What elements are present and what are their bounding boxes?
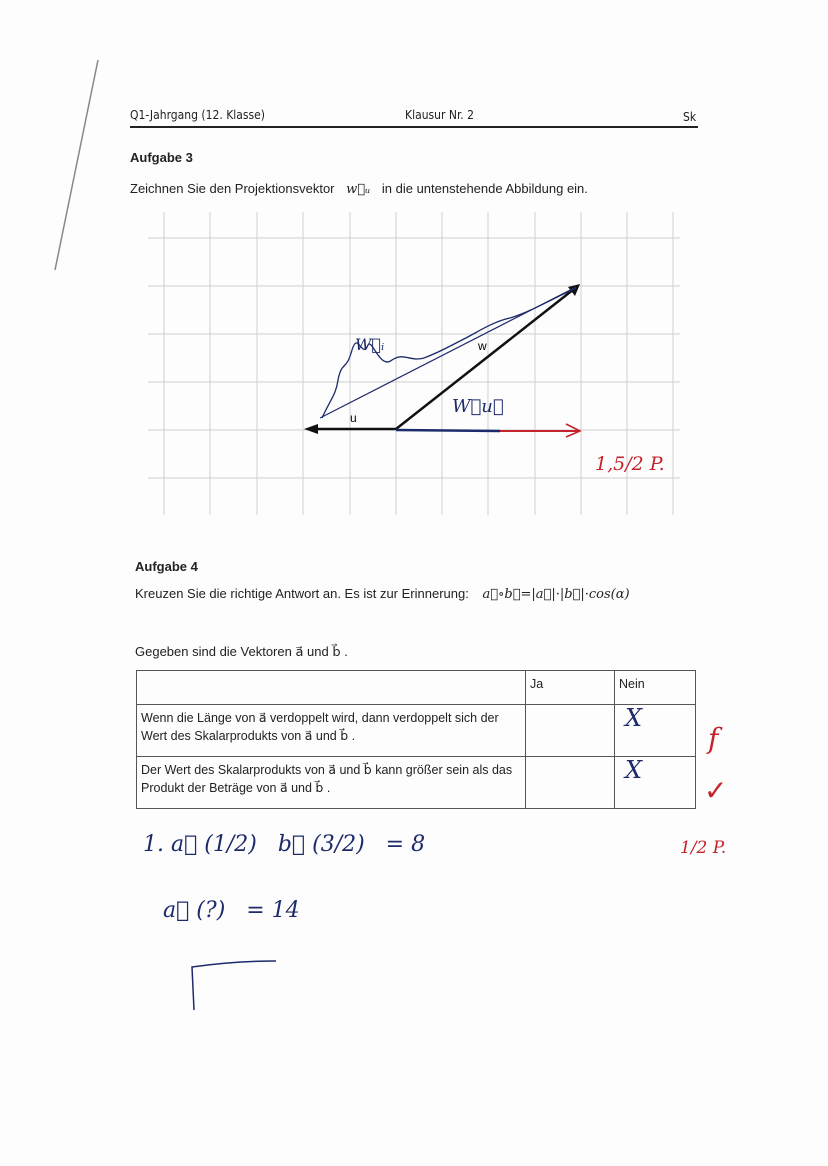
note-line-1: 1. a⃗ (1/2) b⃗ (3/2) = 8 bbox=[143, 832, 426, 857]
task3-score: 1,5/2 P. bbox=[595, 453, 665, 475]
vector-wu: w⃗ᵤ bbox=[346, 182, 371, 197]
header-nein: Nein bbox=[615, 671, 696, 705]
task3-title: Aufgabe 3 bbox=[130, 150, 193, 165]
task4-score: 1/2 P. bbox=[680, 838, 727, 858]
label-w: w bbox=[478, 339, 487, 353]
table-header-row bbox=[137, 671, 696, 705]
root-sign-scribble bbox=[180, 955, 290, 1015]
checkbox-nein[interactable]: X bbox=[615, 757, 696, 809]
instruction-text-2: in die untenstehende Abbildung ein. bbox=[381, 181, 588, 196]
note-line-2: a⃗ (?) = 14 bbox=[163, 898, 300, 923]
instruction-text: Kreuzen Sie die richtige Antwort an. Es ist zur Erinnerung: bbox=[135, 586, 469, 601]
header-ja: Ja bbox=[526, 671, 615, 705]
checkbox-ja[interactable] bbox=[526, 757, 615, 809]
task4-title: Aufgabe 4 bbox=[135, 559, 198, 574]
handwritten-wi: W⃗ᵢ bbox=[355, 335, 385, 354]
mark-false: f bbox=[708, 722, 719, 755]
checkmark-icon: ✓ bbox=[704, 775, 728, 806]
checkbox-nein[interactable]: X bbox=[615, 705, 696, 757]
header-left: Q1-Jahrgang (12. Klasse) bbox=[130, 108, 265, 122]
header-right: Sk bbox=[683, 110, 697, 124]
projection-line bbox=[396, 430, 500, 431]
handwritten-wu: W⃗u⃗ bbox=[452, 396, 504, 417]
table-row bbox=[137, 757, 696, 809]
instruction-text: Zeichnen Sie den Projektionsvektor bbox=[130, 181, 335, 196]
formula: a⃗∘b⃗=|a⃗|·|b⃗|·cos(α) bbox=[482, 587, 630, 602]
label-u: u bbox=[350, 411, 357, 425]
task4-instruction bbox=[135, 586, 630, 602]
table-row bbox=[137, 705, 696, 757]
task4-given: Gegeben sind die Vektoren a⃗ und b⃗ . bbox=[135, 644, 348, 659]
checkbox-ja[interactable] bbox=[526, 705, 615, 757]
vector-figure bbox=[0, 0, 828, 560]
header-cell bbox=[137, 671, 526, 705]
answer-table bbox=[136, 670, 696, 809]
statement-cell: Wenn die Länge von a⃗ verdoppelt wird, dann verdoppelt sich der Wert des Skalarprodukts von a⃗ und b⃗ . bbox=[137, 705, 526, 757]
header-center: Klausur Nr. 2 bbox=[405, 108, 474, 122]
statement-cell: Der Wert des Skalarprodukts von a⃗ und b⃗ kann größer sein als das Produkt der Beträge von a⃗ und b⃗ . bbox=[137, 757, 526, 809]
